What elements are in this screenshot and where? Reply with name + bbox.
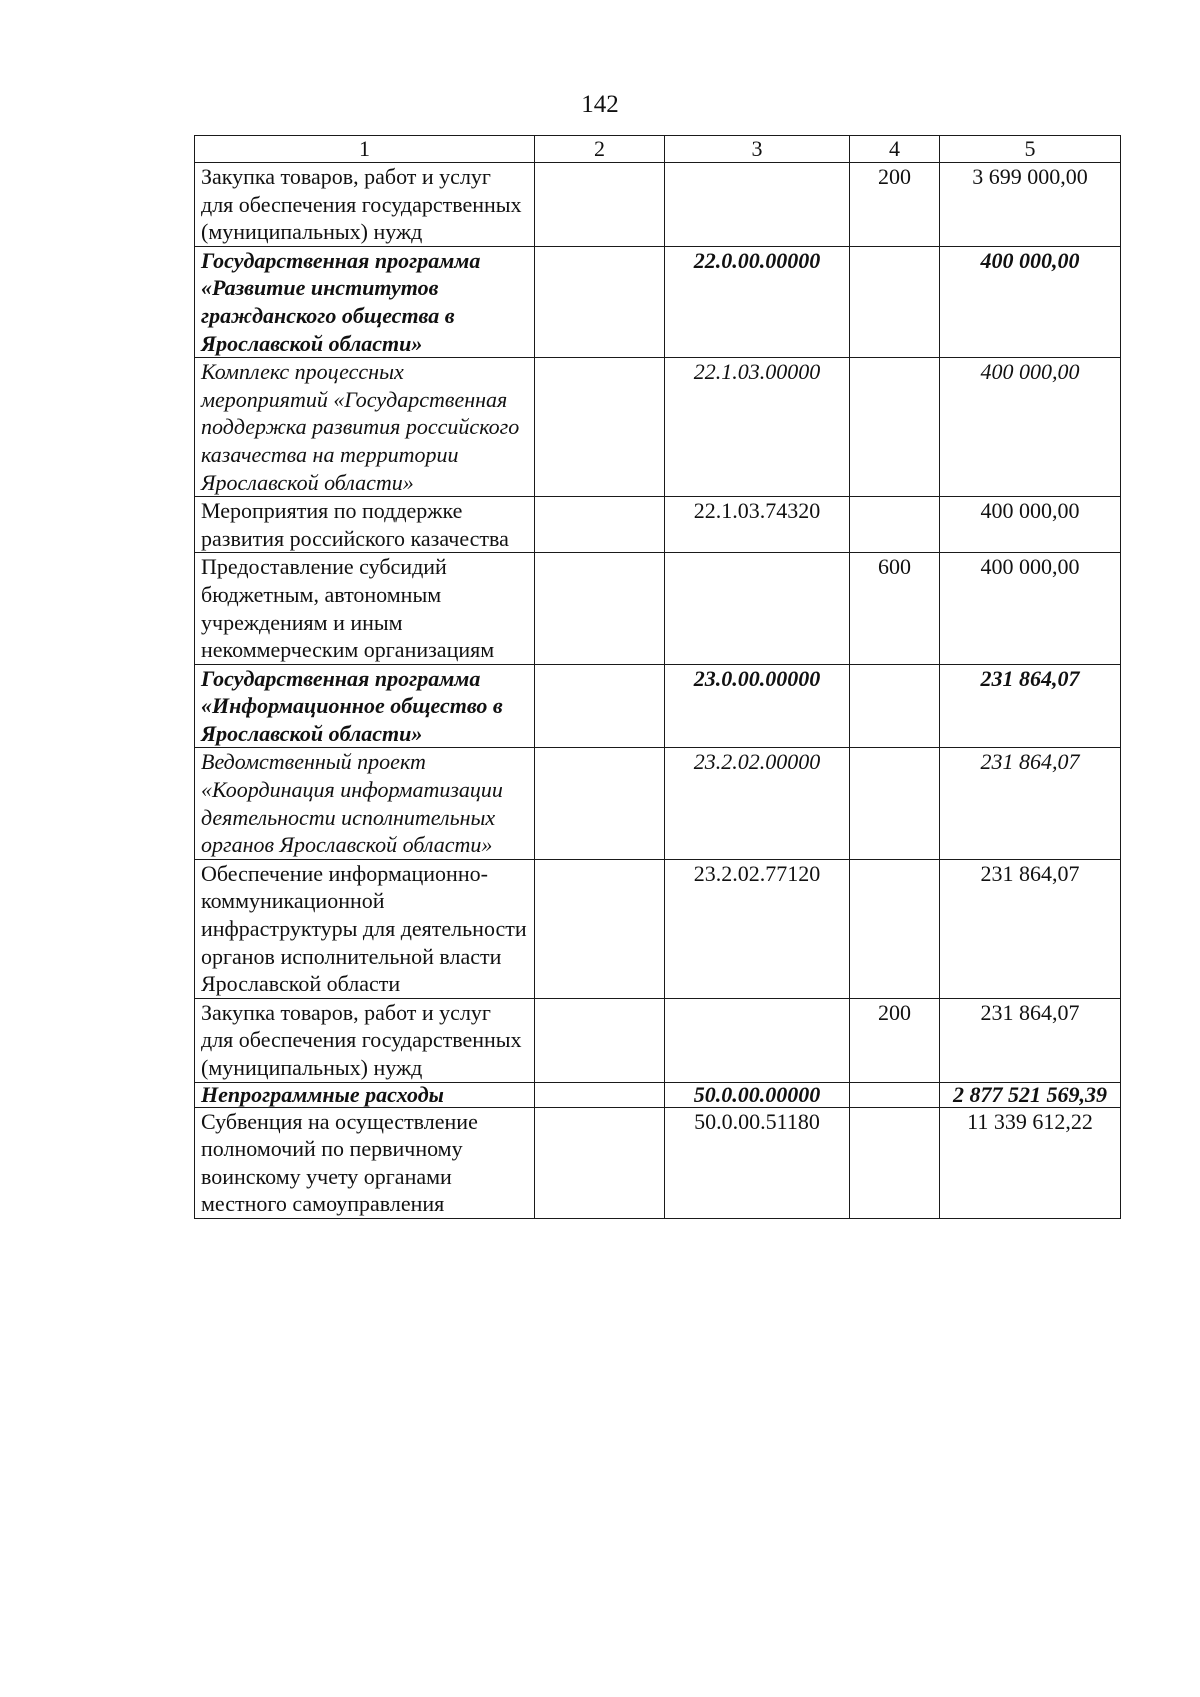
- row-col2: [535, 1082, 665, 1107]
- table-row: [195, 998, 1121, 1082]
- row-amount: 400 000,00: [940, 358, 1121, 497]
- row-name: Закупка товаров, работ и услуг для обеспечения государственных (муниципальных) нужд: [195, 163, 535, 247]
- row-name: Государственная программа «Развитие институтов гражданского общества в Ярославской области»: [195, 246, 535, 357]
- row-name: Субвенция на осуществление полномочий по первичному воинскому учету органами местного самоуправления: [195, 1107, 535, 1218]
- row-code: 50.0.00.00000: [665, 1082, 850, 1107]
- row-code: [665, 163, 850, 247]
- row-name: Предоставление субсидий бюджетным, автономным учреждениям и иным некоммерческим организациям: [195, 553, 535, 664]
- row-col2: [535, 664, 665, 748]
- header-col-3: 3: [665, 136, 850, 163]
- row-col2: [535, 998, 665, 1082]
- table-row: [195, 246, 1121, 357]
- header-col-2: 2: [535, 136, 665, 163]
- row-name: Комплекс процессных мероприятий «Государственная поддержка развития российского казачества на территории Ярославской области»: [195, 358, 535, 497]
- row-type: 600: [850, 553, 940, 664]
- table-row: [195, 163, 1121, 247]
- row-code: 23.0.00.00000: [665, 664, 850, 748]
- row-type: [850, 497, 940, 553]
- row-amount: 11 339 612,22: [940, 1107, 1121, 1218]
- row-amount: 400 000,00: [940, 553, 1121, 664]
- table-row: [195, 358, 1121, 497]
- table-row: [195, 664, 1121, 748]
- row-code: 22.1.03.74320: [665, 497, 850, 553]
- budget-table: [194, 135, 1121, 1219]
- table-row: [195, 553, 1121, 664]
- row-col2: [535, 1107, 665, 1218]
- row-type: [850, 859, 940, 998]
- table-row: [195, 1082, 1121, 1107]
- row-code: 23.2.02.77120: [665, 859, 850, 998]
- row-name: Обеспечение информационно-коммуникационной инфраструктуры для деятельности органов исполнительной власти Ярославской области: [195, 859, 535, 998]
- page-number: 142: [581, 91, 619, 118]
- row-col2: [535, 246, 665, 357]
- row-amount: 2 877 521 569,39: [940, 1082, 1121, 1107]
- row-name: Государственная программа «Информационное общество в Ярославской области»: [195, 664, 535, 748]
- row-col2: [535, 748, 665, 859]
- row-name: Ведомственный проект «Координация информатизации деятельности исполнительных органов Ярославской области»: [195, 748, 535, 859]
- row-amount: 231 864,07: [940, 748, 1121, 859]
- row-amount: 231 864,07: [940, 664, 1121, 748]
- row-col2: [535, 163, 665, 247]
- row-col2: [535, 859, 665, 998]
- row-col2: [535, 497, 665, 553]
- row-code: [665, 998, 850, 1082]
- table-row: [195, 497, 1121, 553]
- row-code: [665, 553, 850, 664]
- row-amount: 400 000,00: [940, 497, 1121, 553]
- table-row: [195, 1107, 1121, 1218]
- header-col-1: 1: [195, 136, 535, 163]
- row-name: Непрограммные расходы: [195, 1082, 535, 1107]
- row-amount: 231 864,07: [940, 998, 1121, 1082]
- header-col-5: 5: [940, 136, 1121, 163]
- row-type: [850, 1107, 940, 1218]
- table-row: [195, 748, 1121, 859]
- row-name: Закупка товаров, работ и услуг для обеспечения государственных (муниципальных) нужд: [195, 998, 535, 1082]
- row-amount: 3 699 000,00: [940, 163, 1121, 247]
- row-type: [850, 664, 940, 748]
- table-row: [195, 859, 1121, 998]
- row-col2: [535, 358, 665, 497]
- row-type: [850, 1082, 940, 1107]
- header-col-4: 4: [850, 136, 940, 163]
- row-type: [850, 358, 940, 497]
- row-code: 50.0.00.51180: [665, 1107, 850, 1218]
- row-type: 200: [850, 163, 940, 247]
- row-type: [850, 246, 940, 357]
- row-name: Мероприятия по поддержке развития российского казачества: [195, 497, 535, 553]
- row-type: 200: [850, 998, 940, 1082]
- row-type: [850, 748, 940, 859]
- row-code: 22.1.03.00000: [665, 358, 850, 497]
- header-row: [195, 136, 1121, 163]
- row-amount: 400 000,00: [940, 246, 1121, 357]
- row-code: 23.2.02.00000: [665, 748, 850, 859]
- row-amount: 231 864,07: [940, 859, 1121, 998]
- row-col2: [535, 553, 665, 664]
- row-code: 22.0.00.00000: [665, 246, 850, 357]
